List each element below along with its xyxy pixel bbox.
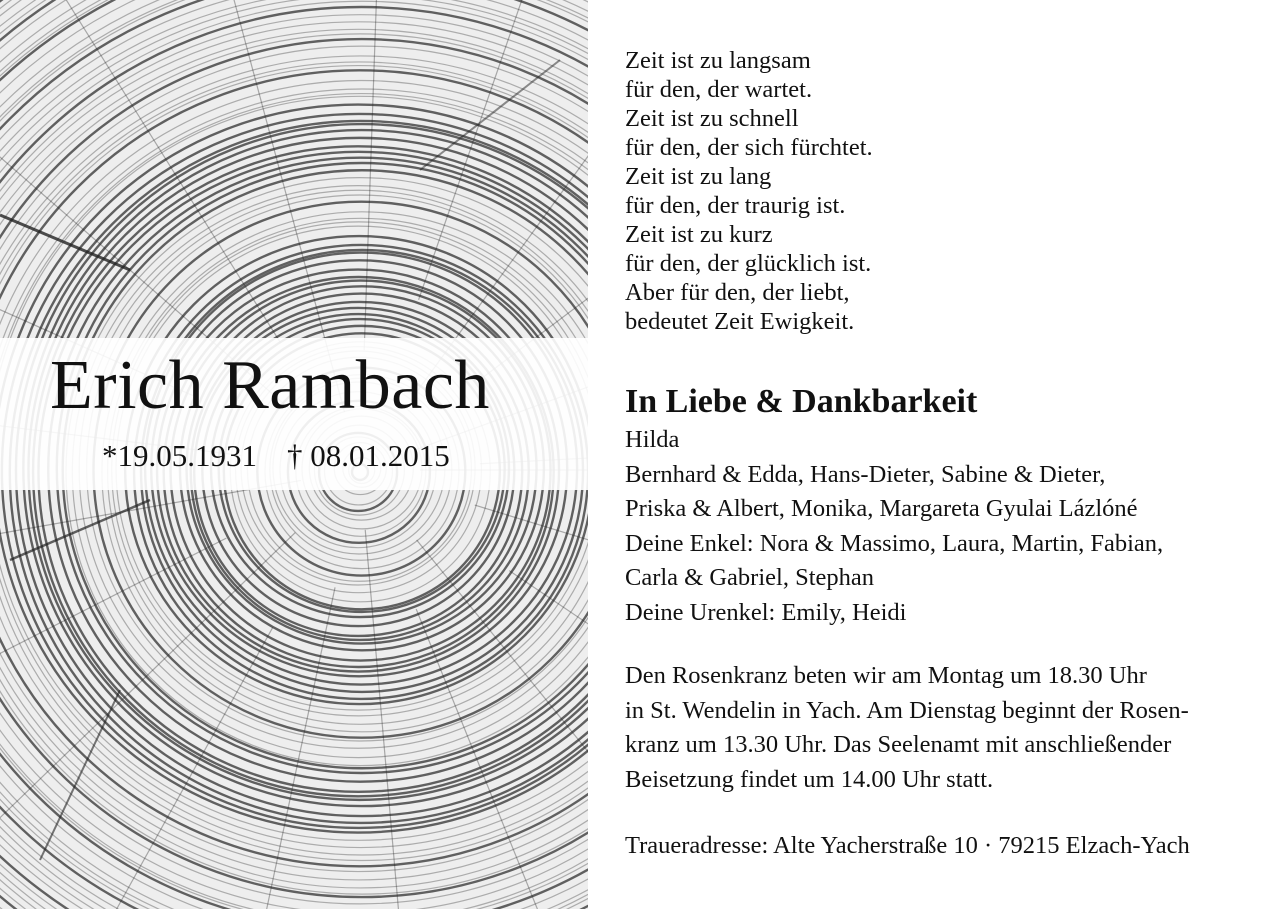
rosary-line: kranz um 13.30 Uhr. Das Seelenamt mit anschließender (625, 731, 1172, 758)
family-line: Priska & Albert, Monika, Margareta Gyulai Lázlóné (625, 495, 1138, 522)
rosary-notice (625, 659, 1275, 797)
mourning-address: Traueradresse: Alte Yacherstraße 10 · 79215 Elzach-Yach (625, 832, 1190, 859)
poem-line: Aber für den, der liebt, (625, 279, 850, 306)
family-line: Hilda (625, 426, 680, 453)
poem (625, 46, 1275, 336)
family-list (625, 423, 1275, 630)
poem-line: für den, der sich fürchtet. (625, 134, 873, 161)
poem-line: für den, der wartet. (625, 76, 813, 103)
poem-line: Zeit ist zu kurz (625, 221, 773, 248)
rosary-line: Beisetzung findet um 14.00 Uhr statt. (625, 765, 994, 793)
dedication-heading: In Liebe & Dankbarkeit (625, 383, 978, 420)
birth-date: *19.05.1931 (102, 438, 257, 473)
family-line: Carla & Gabriel, Stephan (625, 564, 875, 591)
poem-line: für den, der traurig ist. (625, 192, 846, 219)
family-line: Deine Urenkel: Emily, Heidi (625, 598, 907, 626)
obituary-text (625, 46, 1275, 863)
death-date: † 08.01.2015 (287, 438, 450, 473)
rosary-line: Den Rosenkranz beten wir am Montag um 18.30 Uhr (625, 662, 1147, 689)
wood-crack (364, 0, 381, 350)
poem-line: Zeit ist zu schnell (625, 105, 799, 132)
deceased-name: Erich Rambach (50, 347, 490, 424)
family-line: Deine Enkel: Nora & Massimo, Laura, Martin, Fabian, (625, 529, 1164, 557)
poem-line: für den, der glücklich ist. (625, 250, 872, 277)
rosary-line: in St. Wendelin in Yach. Am Dienstag beginnt der Rosen- (625, 696, 1189, 724)
poem-line: Zeit ist zu lang (625, 163, 772, 190)
poem-line: bedeutet Zeit Ewigkeit. (625, 308, 855, 335)
family-line: Bernhard & Edda, Hans-Dieter, Sabine & Dieter, (625, 460, 1106, 488)
poem-line: Zeit ist zu langsam (625, 47, 811, 74)
life-dates (102, 436, 450, 476)
